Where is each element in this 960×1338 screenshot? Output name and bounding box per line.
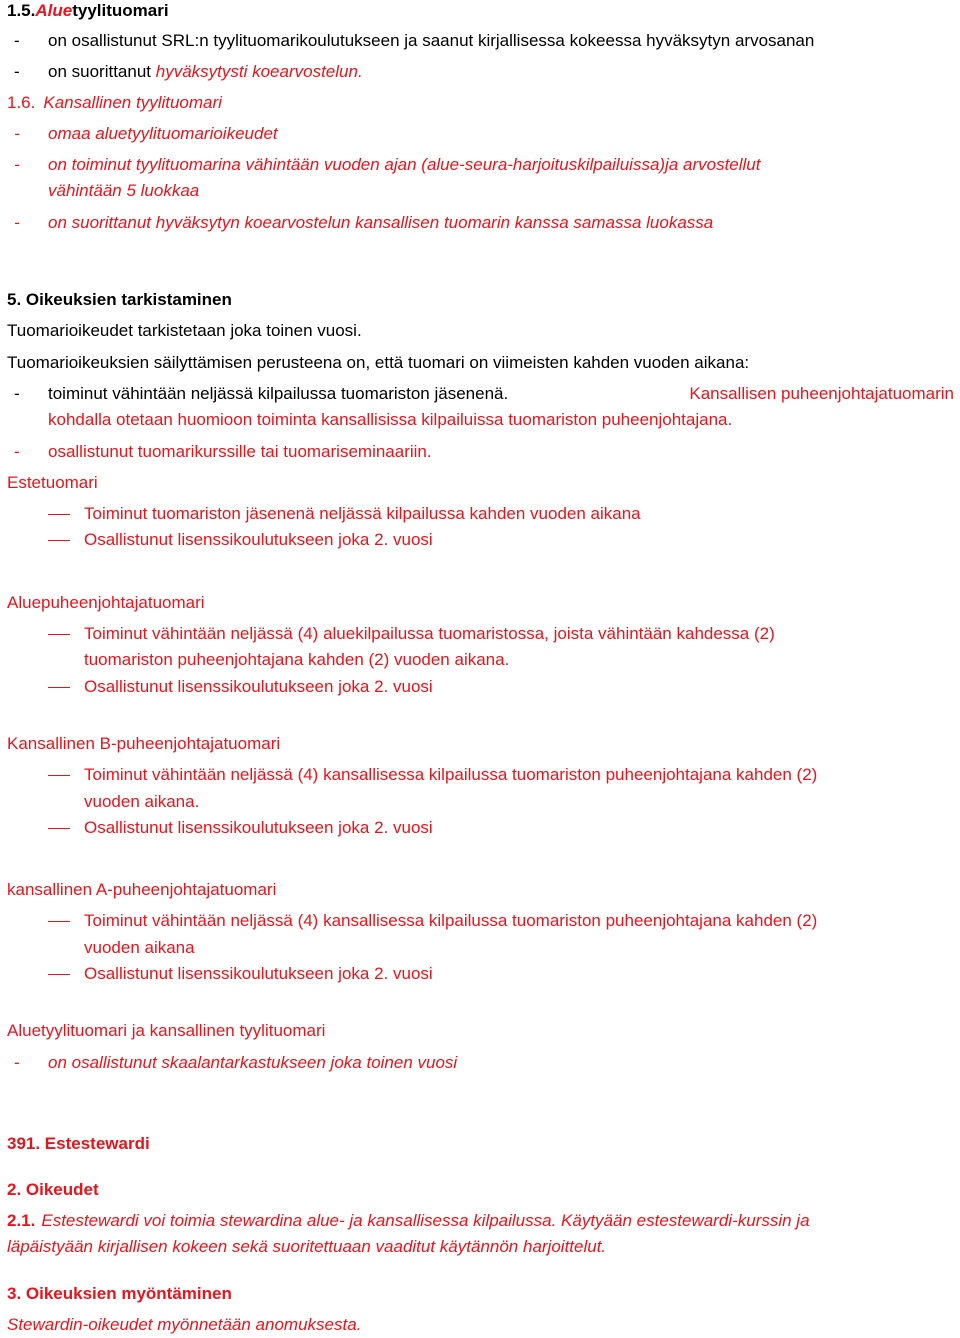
role-title: Aluetyylituomari ja kansallinen tyylituomari xyxy=(7,1021,326,1040)
subsection-heading: 3. Oikeuksien myöntäminen xyxy=(7,1284,232,1303)
list-item-text: on osallistunut skaalantarkastukseen joka toinen vuosi xyxy=(48,1053,458,1072)
section-5-heading: 5. Oikeuksien tarkistaminen xyxy=(7,290,232,309)
paragraph: Stewardin-oikeudet myönnetään anomuksesta. xyxy=(7,1315,362,1334)
heading-black-part: tyylituomari xyxy=(72,1,169,20)
bullet: - xyxy=(14,384,20,403)
paragraph-text: Estestewardi voi toimia stewardina alue- ja kansallisessa kilpailussa. Käytyään estestewardi-kurssin ja xyxy=(41,1211,810,1230)
role-item-text: Osallistunut lisenssikoulutukseen joka 2. vuosi xyxy=(84,677,433,696)
dash-bullet xyxy=(48,921,70,922)
bullet: - xyxy=(14,31,20,50)
section-1-6-heading xyxy=(7,92,954,114)
role-item-text: vuoden aikana xyxy=(84,938,195,957)
list-item-text: on osallistunut SRL:n tyylituomarikoulutukseen ja saanut kirjallisessa kokeessa hyväksytyn arvosanan xyxy=(48,31,815,50)
struck-text-red: kohdalla otetaan huomioon toiminta kansallisissa kilpailuissa tuomariston puheenjohtajana. xyxy=(48,410,733,429)
section-number: 1.6. xyxy=(7,93,36,112)
dash-bullet xyxy=(48,828,70,829)
dash-bullet xyxy=(48,974,70,975)
bullet: - xyxy=(14,1053,20,1072)
dash-bullet xyxy=(48,687,70,688)
role-item-text: Osallistunut lisenssikoulutukseen joka 2. vuosi xyxy=(84,530,433,549)
struck-text-black: toiminut vähintään neljässä kilpailussa tuomariston jäsenenä. xyxy=(48,384,509,403)
dash-bullet xyxy=(48,775,70,776)
role-item-text: Toiminut tuomariston jäsenenä neljässä kilpailussa kahden vuoden aikana xyxy=(84,504,641,523)
struck-text-red: osallistunut tuomarikurssille tai tuomariseminaariin. xyxy=(48,442,432,461)
dash-bullet xyxy=(48,634,70,635)
struck-line xyxy=(48,383,954,405)
bullet: - xyxy=(14,442,20,461)
section-title: Kansallinen tyylituomari xyxy=(43,93,222,112)
dash-bullet xyxy=(48,514,70,515)
bullet: - xyxy=(14,213,20,232)
list-item-text xyxy=(48,61,363,83)
section-391-heading: 391. Estestewardi xyxy=(7,1134,150,1153)
role-item-text: vuoden aikana. xyxy=(84,792,200,811)
role-item-text: tuomariston puheenjohtajana kahden (2) vuoden aikana. xyxy=(84,650,510,669)
subsection-heading: 2. Oikeudet xyxy=(7,1180,99,1199)
bullet: - xyxy=(14,155,20,174)
role-title: Kansallinen B-puheenjohtajatuomari xyxy=(7,734,281,753)
role-item-text: Osallistunut lisenssikoulutukseen joka 2. vuosi xyxy=(84,818,433,837)
role-item-text: Toiminut vähintään neljässä (4) kansallisessa kilpailussa tuomariston puheenjohtajana kahden (2) xyxy=(84,765,818,784)
role-item-text: Toiminut vähintään neljässä (4) aluekilpailussa tuomaristossa, joista vähintään kahdessa (2) xyxy=(84,624,775,643)
paragraph: Tuomarioikeuksien säilyttämisen perusteena on, että tuomari on viimeisten kahden vuoden aikana: xyxy=(7,353,750,372)
section-1-5-heading xyxy=(7,0,954,22)
role-title: kansallinen A-puheenjohtajatuomari xyxy=(7,880,277,899)
role-title: Estetuomari xyxy=(7,473,98,492)
paragraph-number: 2.1. xyxy=(7,1211,36,1230)
paragraph-continuation: läpäistyään kirjallisen kokeen sekä suoritettuaan vaaditut käytännön harjoittelut. xyxy=(7,1237,607,1256)
list-item-text: on suorittanut hyväksytyn koearvostelun kansallisen tuomarin kanssa samassa luokassa xyxy=(48,213,714,232)
text-black: on suorittanut xyxy=(48,62,156,81)
list-item-text: vähintään 5 luokkaa xyxy=(48,181,200,200)
bullet: - xyxy=(14,124,20,143)
section-number: 1.5. xyxy=(7,1,36,20)
heading-red-part: Alue xyxy=(35,1,73,20)
role-item-text: Osallistunut lisenssikoulutukseen joka 2. vuosi xyxy=(84,964,433,983)
role-title: Aluepuheenjohtajatuomari xyxy=(7,593,205,612)
text-red: hyväksytysti koearvostelun. xyxy=(155,62,363,81)
paragraph: Tuomarioikeudet tarkistetaan joka toinen vuosi. xyxy=(7,321,362,340)
bullet: - xyxy=(14,62,20,81)
dash-bullet xyxy=(48,540,70,541)
list-item-text: omaa aluetyylituomarioikeudet xyxy=(48,124,278,143)
paragraph xyxy=(7,1210,954,1232)
list-item-text: on toiminut tyylituomarina vähintään vuoden ajan (alue-seura-harjoituskilpailuissa)ja arvostellut xyxy=(48,155,761,174)
struck-text-red: Kansallisen puheenjohtajatuomarin xyxy=(689,384,954,403)
role-item-text: Toiminut vähintään neljässä (4) kansallisessa kilpailussa tuomariston puheenjohtajana kahden (2) xyxy=(84,911,818,930)
